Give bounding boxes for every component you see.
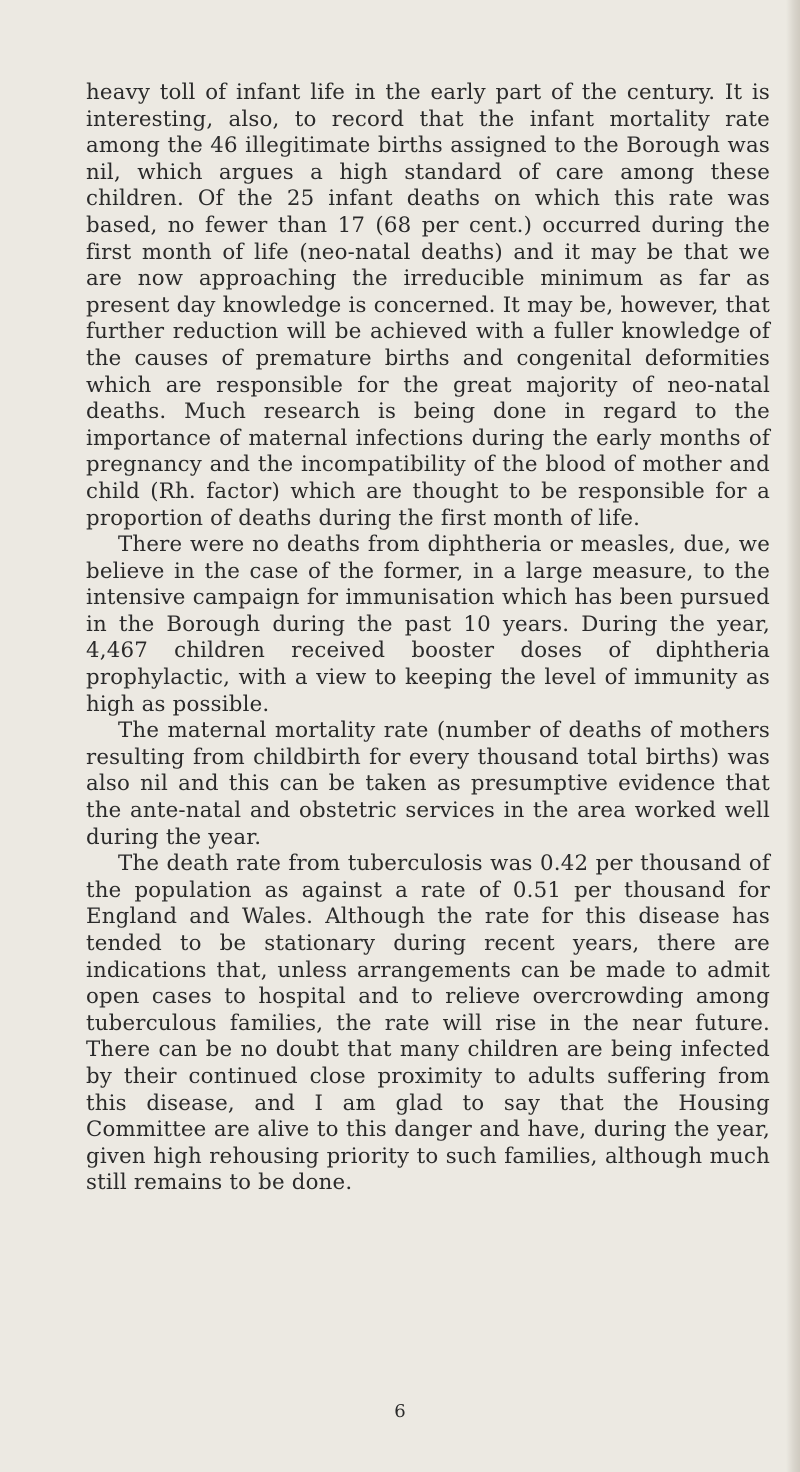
paragraph-diphtheria-measles: There were no deaths from diphtheria or measles, due, we believe in the case of the former, in a large measure, to the intensive campaign for immunisation which has been pursued in the Borough during the past 10 years. During the year, 4,467 children received booster doses of diphtheria prophylactic, with a view to keeping the level of immunity as high as possible. xyxy=(86,532,770,717)
body-text xyxy=(86,80,770,1197)
paragraph-maternal-mortality: The maternal mortality rate (number of deaths of mothers resulting from childbirth for every thousand total births) was also nil and this can be taken as presumptive evidence that the ante-natal and obstetric services in the area worked well during the year. xyxy=(86,718,770,850)
page-number: 6 xyxy=(394,1401,406,1422)
paragraph-tuberculosis: The death rate from tuberculosis was 0.42 per thousand of the population as against a rate of 0.51 per thousand for England and Wales. Although the rate for this disease has tended to be stationary during recent years, there are indications that, unless arrangements can be made to admit open cases to hospital and to relieve overcrowding among tuberculous families, the rate will rise in the near future. There can be no doubt that many children are being infected by their continued close proximity to adults suffering from this disease, and I am glad to say that the Housing Committee are alive to this danger and have, during the year, given high rehousing priority to such families, although much still remains to be done. xyxy=(86,851,770,1196)
paragraph-infant-mortality: heavy toll of infant life in the early part of the century. It is interesting, also, to record that the infant mortality rate among the 46 illegitimate births assigned to the Borough was nil, which argues a high standard of care among these children. Of the 25 infant deaths on which this rate was based, no fewer than 17 (68 per cent.) occurred during the first month of life (neo-natal deaths) and it may be that we are now approaching the irreducible minimum as far as present day knowledge is concerned. It may be, however, that further reduction will be achieved with a fuller knowledge of the causes of premature births and congenital deformities which are responsible for the great majority of neo-natal deaths. Much research is being done in regard to the importance of maternal infections during the early months of pregnancy and the incompatibility of the blood of mother and child (Rh. factor) which are thought to be responsible for a proportion of deaths during the first month of life. xyxy=(86,80,770,531)
page-edge-shadow xyxy=(786,0,800,1472)
